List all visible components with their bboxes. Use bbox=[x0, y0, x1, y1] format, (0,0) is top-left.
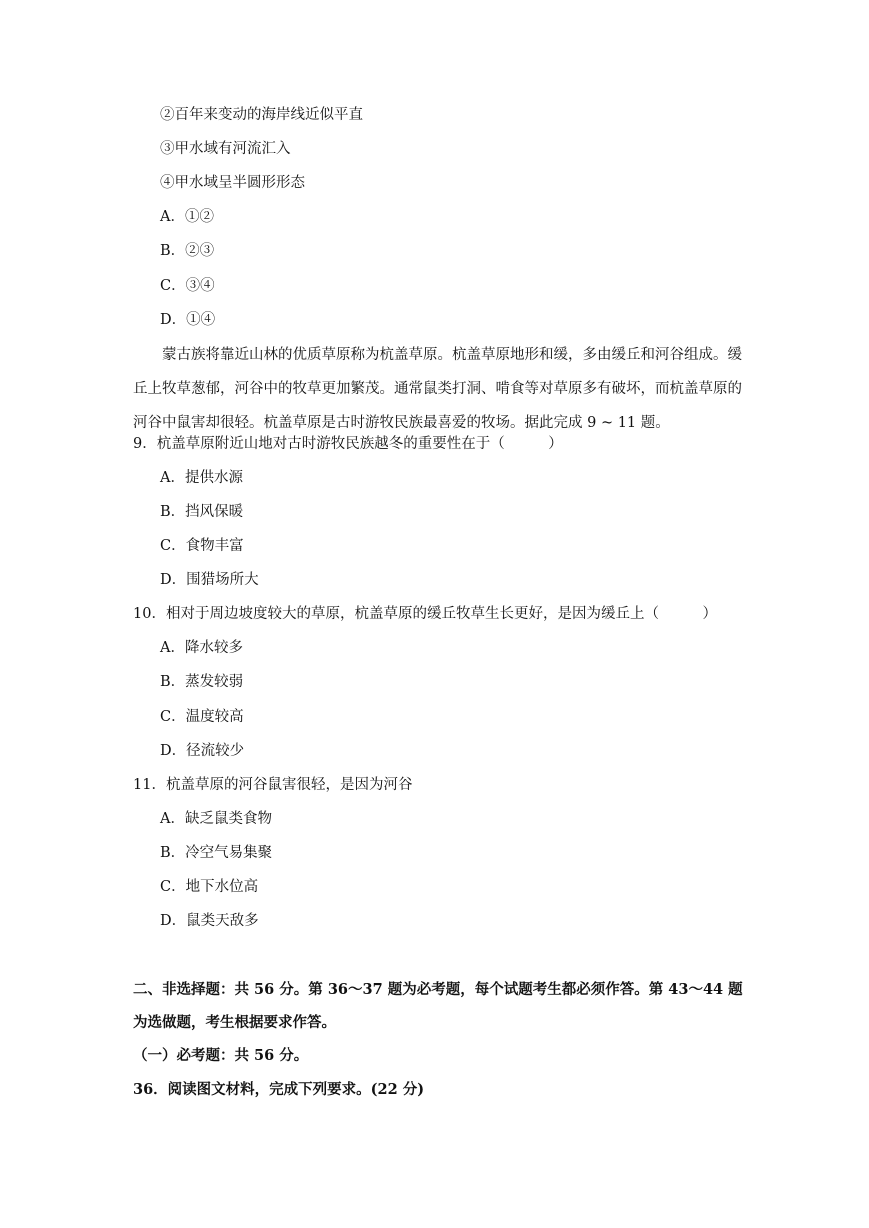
option-d: D．①④ bbox=[160, 312, 216, 328]
q10-option-c: C．温度较高 bbox=[160, 709, 244, 725]
q10-option-b: B．蒸发较弱 bbox=[160, 674, 244, 690]
section-2-heading-cont: 为选做题，考生根据要求作答。 bbox=[133, 1014, 336, 1031]
question-9-stem: 9．杭盖草原附近山地对古时游牧民族越冬的重要性在于（ ） bbox=[133, 436, 563, 452]
q11-option-a: A．缺乏鼠类食物 bbox=[160, 811, 272, 827]
q9-option-b: B．挡风保暖 bbox=[160, 504, 244, 520]
question-10-stem: 10．相对于周边坡度较大的草原，杭盖草原的缓丘牧草生长更好，是因为缓丘上（ ） bbox=[133, 606, 717, 622]
statement-4: ④甲水域呈半圆形形态 bbox=[160, 175, 305, 191]
q11-option-b: B．冷空气易集聚 bbox=[160, 845, 273, 861]
required-subsection-heading: （一）必考题：共 56 分。 bbox=[133, 1047, 309, 1064]
reading-passage: 蒙古族将靠近山林的优质草原称为杭盖草原。杭盖草原地形和缓，多由缓丘和河谷组成。缓丘上牧草葱郁，河谷中的牧草更加繁茂。通常鼠类打洞、啃食等对草原多有破坏，而杭盖草原的河谷中鼠害却很轻。杭盖草原是古时游牧民族最喜爱的牧场。据此完成 9 ~ 11 题。 bbox=[133, 347, 742, 431]
statement-2: ②百年来变动的海岸线近似平直 bbox=[160, 107, 363, 123]
q11-option-d: D．鼠类天敌多 bbox=[160, 913, 259, 929]
option-c: C．③④ bbox=[160, 278, 215, 294]
option-b: B．②③ bbox=[160, 243, 215, 259]
section-2-heading: 二、非选择题：共 56 分。第 36～37 题为必考题，每个试题考生都必须作答。第 43～44 题 bbox=[133, 981, 743, 998]
q11-option-c: C．地下水位高 bbox=[160, 879, 259, 895]
option-a: A．①② bbox=[160, 209, 214, 225]
q10-option-d: D．径流较少 bbox=[160, 743, 245, 759]
question-11-stem: 11．杭盖草原的河谷鼠害很轻，是因为河谷 bbox=[133, 777, 413, 793]
q9-option-c: C．食物丰富 bbox=[160, 538, 244, 554]
q10-option-a: A．降水较多 bbox=[160, 640, 243, 656]
q9-option-a: A．提供水源 bbox=[160, 470, 243, 486]
statement-3: ③甲水域有河流汇入 bbox=[160, 141, 291, 157]
question-36-stem: 36．阅读图文材料，完成下列要求。(22 分) bbox=[133, 1081, 425, 1098]
q9-option-d: D．围猎场所大 bbox=[160, 572, 259, 588]
